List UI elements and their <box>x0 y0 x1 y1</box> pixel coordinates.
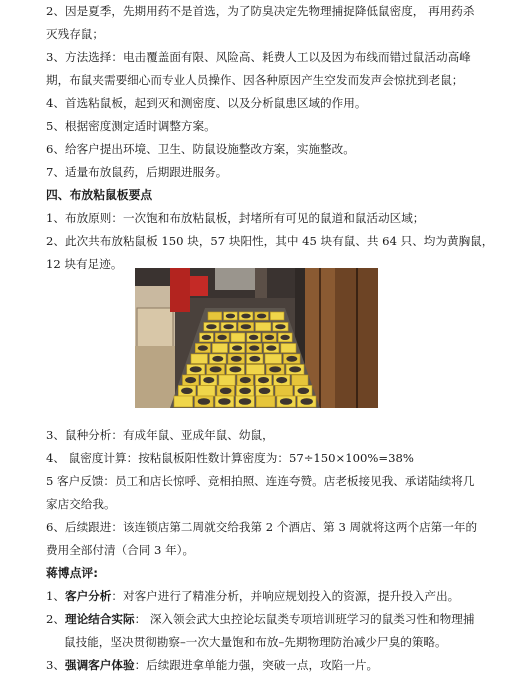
text-line: 4、首选粘鼠板，起到灭和测密度、以及分析鼠患区域的作用。 <box>46 96 367 110</box>
text-line: 1、布放原则：一次饱和布放粘鼠板，封堵所有可见的鼠道和鼠活动区域； <box>46 211 425 225</box>
comment-continuation <box>64 635 506 649</box>
comment-item <box>46 658 506 672</box>
comment-text: ： 深入领会武大虫控论坛鼠类专项培训班学习的鼠类习性和物理捕 <box>134 612 475 626</box>
comment-number: 2、 <box>46 612 65 626</box>
text-line: 家店交给我。 <box>46 497 116 511</box>
text-line: 7、适量布放鼠药，后期跟进服务。 <box>46 165 228 179</box>
text-line: 2、此次共布放粘鼠板 150 块，57 块阳性，其中 45 块有鼠、共 64 只、均为黄胸鼠， <box>46 234 494 248</box>
glue-boards-photo <box>135 268 378 408</box>
section-heading: 四、布放粘鼠板要点 <box>46 188 153 202</box>
comment-label: 强调客户体验 <box>64 658 135 672</box>
photo-illustration <box>135 268 378 408</box>
text-line: 费用全部付清（合同 3 年）。 <box>46 543 195 557</box>
comment-label: 理论结合实际 <box>64 612 135 626</box>
text-line: 5 客户反馈：员工和店长惊呼、竞相拍照、连连夸赞。店老板接见我、承诺陆续将几 <box>46 474 475 488</box>
comment-text: ：对客户进行了精准分析，并响应规划投入的资源，提升投入产出。 <box>111 589 460 603</box>
text-line: 灭残存鼠； <box>46 27 104 41</box>
text-line: 期，布鼠夹需要细心而专业人员操作、因各种原因产生空发而发声会惊扰到老鼠； <box>46 73 464 87</box>
comment-item <box>46 612 506 626</box>
text-line: 6、后续跟进：该连锁店第二周就交给我第 2 个酒店、第 3 周就将这两个店第一年的 <box>46 520 478 534</box>
text-line: 4、 鼠密度计算：按粘鼠板阳性数计算密度为：57÷150×100%=38% <box>46 451 414 465</box>
comment-number: 1、 <box>46 589 65 603</box>
text-line: 3、鼠种分析：有成年鼠、亚成年鼠、幼鼠， <box>46 428 274 442</box>
text-line: 12 块有足迹。 <box>46 257 123 271</box>
comment-heading: 蒋博点评: <box>46 566 98 580</box>
text-line: 5、根据密度测定适时调整方案。 <box>46 119 216 133</box>
comment-item <box>46 589 506 603</box>
comment-label: 客户分析 <box>64 589 112 603</box>
comment-number: 3、 <box>46 658 65 672</box>
comment-text: ：后续跟进拿单能力强，突破一点，攻陷一片。 <box>134 658 379 672</box>
comment-text: 鼠技能，坚决贯彻勘察–一次大量饱和布放–先期物理防治减少尸臭的策略。 <box>64 635 447 649</box>
text-line: 2、因是夏季，先期用药不是首选，为了防臭决定先物理捕捉降低鼠密度， 再用药杀 <box>46 4 475 18</box>
text-line: 3、方法选择：电击覆盖面有限、风险高、耗费人工以及因为布线而错过鼠活动高峰 <box>46 50 471 64</box>
text-line: 6、给客户提出环境、卫生、防鼠设施整改方案，实施整改。 <box>46 142 355 156</box>
